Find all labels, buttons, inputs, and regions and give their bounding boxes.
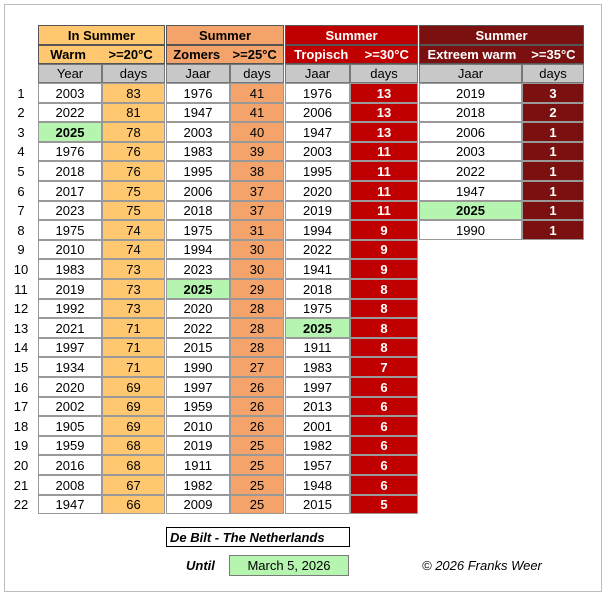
- section-subtitle: [285, 45, 418, 64]
- table-cell-days: 66: [102, 495, 165, 514]
- table-cell-days: 6: [350, 377, 418, 397]
- table-cell-days: 25: [230, 495, 284, 514]
- table-cell-days: 27: [230, 357, 284, 377]
- table-cell-year: 1997: [38, 338, 102, 357]
- table-cell-year: 1947: [419, 181, 522, 201]
- table-cell-year: 1983: [38, 259, 102, 279]
- table-cell-days: 73: [102, 279, 165, 299]
- table-cell-year: 2020: [285, 181, 350, 201]
- table-cell-days: 67: [102, 475, 165, 495]
- table-cell-year: 1982: [285, 436, 350, 455]
- section-title: Summer: [419, 25, 584, 45]
- table-cell-days: 73: [102, 259, 165, 279]
- section-title: In Summer: [38, 25, 165, 45]
- table-cell-year: 1947: [285, 122, 350, 142]
- rank-number: 17: [13, 399, 29, 414]
- table-cell-year: 2021: [38, 318, 102, 338]
- table-cell-year: 2006: [166, 181, 230, 201]
- until-label: Until: [186, 557, 215, 573]
- table-cell-year: 2020: [166, 299, 230, 318]
- table-cell-days: 29: [230, 279, 284, 299]
- table-cell-year: 1934: [38, 357, 102, 377]
- column-header-days: days: [230, 64, 284, 83]
- table-cell-days: 28: [230, 299, 284, 318]
- table-cell-year: 1975: [285, 299, 350, 318]
- table-cell-year: 1959: [38, 436, 102, 455]
- table-cell-days: 1: [522, 142, 584, 161]
- rank-number: 16: [13, 379, 29, 395]
- table-cell-days: 11: [350, 161, 418, 181]
- table-cell-year: 2019: [419, 83, 522, 103]
- table-cell-days: 26: [230, 377, 284, 397]
- table-cell-year: 1995: [285, 161, 350, 181]
- table-cell-days: 6: [350, 416, 418, 436]
- table-cell-days: 1: [522, 220, 584, 240]
- table-cell-days: 1: [522, 201, 584, 220]
- table-cell-days: 25: [230, 455, 284, 475]
- table-cell-days: 7: [350, 357, 418, 377]
- table-cell-days: 3: [522, 83, 584, 103]
- table-cell-year: 2023: [166, 259, 230, 279]
- table-cell-year: 1995: [166, 161, 230, 181]
- table-cell-year: 2018: [419, 103, 522, 122]
- table-cell-days: 37: [230, 181, 284, 201]
- table-cell-year: 1997: [285, 377, 350, 397]
- table-cell-days: 71: [102, 318, 165, 338]
- section-title: Summer: [166, 25, 284, 45]
- section-subtitle: [38, 45, 165, 64]
- table-cell-days: 26: [230, 397, 284, 416]
- subtitle-category: Tropisch: [294, 47, 349, 62]
- table-cell-days: 83: [102, 83, 165, 103]
- subtitle-threshold: >=25°C: [232, 47, 277, 62]
- table-cell-days: 68: [102, 455, 165, 475]
- section-subtitle: [419, 45, 584, 64]
- table-cell-year: 1911: [166, 455, 230, 475]
- table-cell-year: 1990: [166, 357, 230, 377]
- table-cell-year: 2010: [38, 240, 102, 259]
- table-cell-days: 25: [230, 436, 284, 455]
- table-cell-days: 71: [102, 338, 165, 357]
- table-cell-year: 1983: [285, 357, 350, 377]
- rank-number: 5: [17, 163, 25, 179]
- table-cell-days: 5: [350, 495, 418, 514]
- table-cell-year: 2025: [166, 279, 230, 299]
- rank-number: 3: [17, 124, 25, 140]
- table-cell-days: 76: [102, 142, 165, 161]
- table-cell-year: 2018: [38, 161, 102, 181]
- table-cell-days: 78: [102, 122, 165, 142]
- copyright-text: © 2026 Franks Weer: [422, 557, 542, 573]
- table-cell-days: 11: [350, 201, 418, 220]
- table-cell-days: 9: [350, 259, 418, 279]
- subtitle-category: Zomers: [173, 47, 221, 62]
- table-cell-year: 2015: [285, 495, 350, 514]
- table-cell-days: 81: [102, 103, 165, 122]
- table-cell-days: 9: [350, 240, 418, 259]
- table-cell-year: 2025: [419, 201, 522, 220]
- table-cell-days: 41: [230, 103, 284, 122]
- table-cell-year: 1976: [285, 83, 350, 103]
- table-cell-year: 1975: [166, 220, 230, 240]
- table-cell-year: 1997: [166, 377, 230, 397]
- table-cell-year: 2020: [38, 377, 102, 397]
- table-cell-days: 8: [350, 318, 418, 338]
- table-cell-days: 11: [350, 142, 418, 161]
- table-cell-days: 8: [350, 299, 418, 318]
- table-cell-days: 69: [102, 397, 165, 416]
- table-cell-year: 2008: [38, 475, 102, 495]
- table-cell-year: 2003: [38, 83, 102, 103]
- rank-number: 13: [13, 320, 29, 336]
- section-title: Summer: [285, 25, 418, 45]
- table-cell-year: 2017: [38, 181, 102, 201]
- location-label: De Bilt - The Netherlands: [166, 527, 350, 547]
- table-cell-days: 41: [230, 83, 284, 103]
- table-cell-days: 38: [230, 161, 284, 181]
- table-cell-year: 1976: [38, 142, 102, 161]
- table-cell-days: 13: [350, 122, 418, 142]
- table-cell-year: 1911: [285, 338, 350, 357]
- column-header-year: Jaar: [419, 64, 522, 83]
- rank-number: 14: [13, 340, 29, 355]
- rank-number: 8: [17, 222, 25, 238]
- table-cell-year: 1959: [166, 397, 230, 416]
- subtitle-category: Extreem warm: [427, 47, 517, 62]
- rank-number: 1: [17, 85, 25, 101]
- until-date: March 5, 2026: [229, 555, 349, 576]
- rank-number: 19: [13, 438, 29, 453]
- table-cell-year: 2003: [166, 122, 230, 142]
- column-header-days: days: [350, 64, 418, 83]
- table-cell-days: 1: [522, 161, 584, 181]
- table-cell-year: 2015: [166, 338, 230, 357]
- rank-number: 7: [17, 203, 25, 218]
- table-cell-year: 2010: [166, 416, 230, 436]
- table-cell-days: 11: [350, 181, 418, 201]
- table-cell-days: 69: [102, 416, 165, 436]
- table-cell-year: 2001: [285, 416, 350, 436]
- table-cell-days: 68: [102, 436, 165, 455]
- table-cell-days: 1: [522, 181, 584, 201]
- table-cell-year: 2025: [285, 318, 350, 338]
- column-header-year: Year: [38, 64, 102, 83]
- table-cell-year: 2022: [285, 240, 350, 259]
- subtitle-category: Warm: [50, 47, 86, 62]
- table-cell-year: 2022: [419, 161, 522, 181]
- table-cell-days: 39: [230, 142, 284, 161]
- table-cell-days: 71: [102, 357, 165, 377]
- table-cell-year: 1994: [285, 220, 350, 240]
- rank-number: 2: [17, 105, 25, 120]
- table-cell-days: 13: [350, 83, 418, 103]
- rank-number: 12: [13, 301, 29, 316]
- column-header-days: days: [522, 64, 584, 83]
- table-cell-days: 6: [350, 475, 418, 495]
- table-cell-days: 31: [230, 220, 284, 240]
- subtitle-threshold: >=35°C: [531, 47, 576, 62]
- table-cell-year: 1982: [166, 475, 230, 495]
- table-cell-days: 28: [230, 338, 284, 357]
- table-cell-year: 2019: [285, 201, 350, 220]
- table-cell-days: 37: [230, 201, 284, 220]
- subtitle-threshold: >=30°C: [364, 47, 409, 62]
- table-cell-year: 2018: [285, 279, 350, 299]
- table-cell-days: 74: [102, 220, 165, 240]
- table-cell-year: 1941: [285, 259, 350, 279]
- table-cell-year: 2023: [38, 201, 102, 220]
- table-cell-days: 69: [102, 377, 165, 397]
- table-cell-year: 1994: [166, 240, 230, 259]
- table-cell-year: 2018: [166, 201, 230, 220]
- table-cell-days: 28: [230, 318, 284, 338]
- table-cell-days: 40: [230, 122, 284, 142]
- table-cell-days: 8: [350, 338, 418, 357]
- rank-number: 18: [13, 418, 29, 434]
- table-cell-year: 2006: [419, 122, 522, 142]
- table-cell-days: 13: [350, 103, 418, 122]
- table-cell-days: 76: [102, 161, 165, 181]
- table-cell-year: 2003: [285, 142, 350, 161]
- table-cell-days: 30: [230, 259, 284, 279]
- table-cell-days: 6: [350, 397, 418, 416]
- rank-number: 21: [13, 477, 29, 493]
- table-cell-year: 2019: [166, 436, 230, 455]
- subtitle-threshold: >=20°C: [108, 47, 153, 62]
- table-cell-days: 6: [350, 436, 418, 455]
- table-cell-year: 2022: [38, 103, 102, 122]
- table-cell-year: 1992: [38, 299, 102, 318]
- rank-number: 10: [13, 261, 29, 277]
- table-cell-days: 74: [102, 240, 165, 259]
- table-cell-year: 1975: [38, 220, 102, 240]
- table-cell-year: 2022: [166, 318, 230, 338]
- rank-number: 4: [17, 144, 25, 159]
- table-cell-year: 2025: [38, 122, 102, 142]
- rank-number: 22: [13, 497, 29, 512]
- table-cell-year: 1947: [38, 495, 102, 514]
- table-cell-days: 30: [230, 240, 284, 259]
- table-cell-year: 2016: [38, 455, 102, 475]
- table-cell-year: 2003: [419, 142, 522, 161]
- table-cell-days: 73: [102, 299, 165, 318]
- column-header-year: Jaar: [285, 64, 350, 83]
- table-cell-year: 1976: [166, 83, 230, 103]
- table-cell-days: 8: [350, 279, 418, 299]
- rank-number: 20: [13, 457, 29, 473]
- table-cell-year: 2013: [285, 397, 350, 416]
- table-cell-year: 1948: [285, 475, 350, 495]
- table-cell-year: 1905: [38, 416, 102, 436]
- rank-number: 11: [14, 281, 28, 297]
- table-cell-year: 1957: [285, 455, 350, 475]
- table-cell-year: 1990: [419, 220, 522, 240]
- table-cell-year: 1983: [166, 142, 230, 161]
- table-cell-days: 75: [102, 201, 165, 220]
- rank-number: 6: [17, 183, 25, 199]
- table-cell-year: 2006: [285, 103, 350, 122]
- table-cell-days: 9: [350, 220, 418, 240]
- table-cell-days: 2: [522, 103, 584, 122]
- column-header-year: Jaar: [166, 64, 230, 83]
- rank-number: 9: [17, 242, 25, 257]
- table-cell-days: 6: [350, 455, 418, 475]
- section-subtitle: [166, 45, 284, 64]
- table-cell-days: 75: [102, 181, 165, 201]
- table-cell-year: 2019: [38, 279, 102, 299]
- table-cell-year: 1947: [166, 103, 230, 122]
- table-cell-days: 1: [522, 122, 584, 142]
- table-cell-year: 2009: [166, 495, 230, 514]
- rank-number: 15: [13, 359, 29, 375]
- column-header-days: days: [102, 64, 165, 83]
- table-cell-days: 25: [230, 475, 284, 495]
- table-cell-year: 2002: [38, 397, 102, 416]
- table-cell-days: 26: [230, 416, 284, 436]
